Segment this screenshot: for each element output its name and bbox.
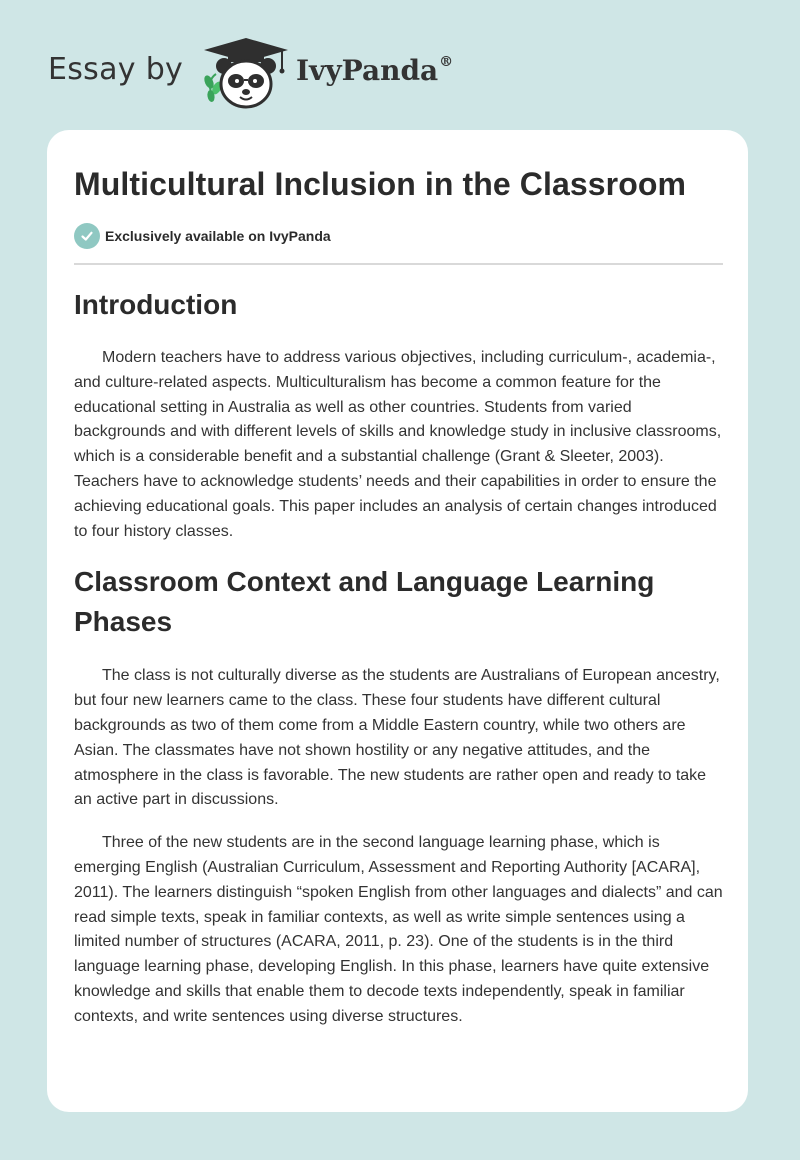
section-heading-introduction: Introduction	[74, 289, 238, 320]
exclusive-label: Exclusively available on IvyPanda	[105, 228, 331, 244]
check-icon	[74, 223, 100, 249]
paragraph: Modern teachers have to address various objectives, including curriculum-, academia-, and culture-related aspects. Multiculturalism has become a common feature for the educational setting in Australia as well as other countries. Students from varied backgrounds and with different levels of skills and knowledge study in inclusive classrooms, which is a considerable benefit and a substantial challenge (Grant & Sleeter, 2003). Teachers have to acknowledge students’ needs and their capabilities in order to ensure the achieving educational goals. This paper includes an analysis of certain changes introduced to four history classes.	[74, 349, 722, 540]
essay-card	[47, 130, 748, 1112]
paragraph: The class is not culturally diverse as the students are Australians of European ancestry, but four new learners came to the class. These four students have different cultural backgrounds as two of them come from a Middle Eastern country, while two others are Asian. The classmates have not shown hostility or any negative attitudes, and the atmosphere in the class is favorable. The new students are rather open and ready to take an active part in discussions.	[74, 667, 720, 809]
site-header	[0, 0, 800, 130]
exclusive-badge	[74, 222, 722, 250]
brand-name[interactable]: IvyPanda®	[296, 53, 454, 87]
title-divider	[74, 263, 723, 265]
page-title: Multicultural Inclusion in the Classroom	[74, 166, 687, 202]
section-heading-classroom-context: Classroom Context and Language Learning Phases	[74, 566, 655, 638]
paragraph: Three of the new students are in the second language learning phase, which is emerging English (Australian Curriculum, Assessment and Reporting Authority [ACARA], 2011). The learners distinguish “spoken English from other languages and dialects” and can read simple texts, speak in familiar contexts, as well as write simple sentences using a limited number of structures (ACARA, 2011, p. 23). One of the students is in the third language learning phase, developing English. In this phase, learners have quite extensive knowledge and skills that enable them to decode texts independently, speak in familiar contexts, and write sentences using diverse structures.	[74, 834, 723, 1025]
panda-graduate-icon[interactable]	[200, 36, 292, 110]
registered-mark: ®	[439, 53, 454, 70]
brand-prefix: Essay by	[48, 52, 184, 87]
